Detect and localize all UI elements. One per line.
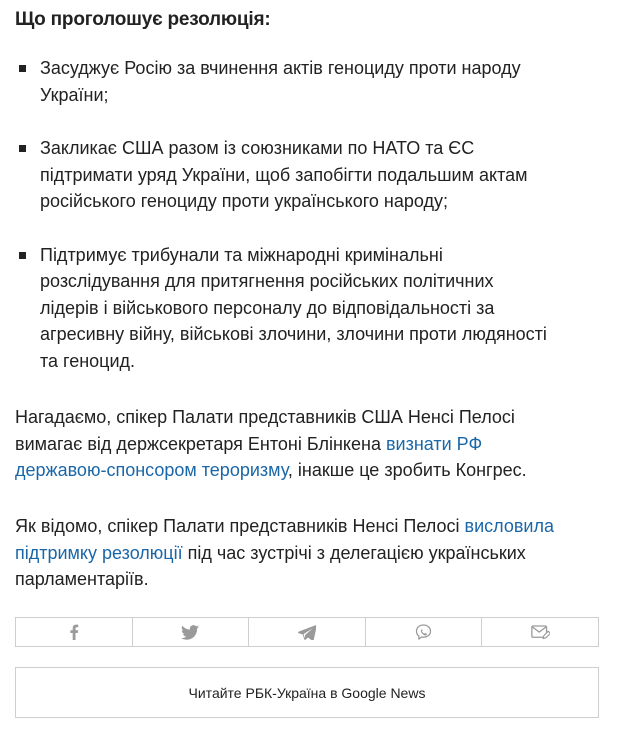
email-icon	[531, 625, 550, 640]
resolution-list	[15, 55, 605, 374]
share-email-button[interactable]	[481, 618, 598, 646]
share-bar	[15, 617, 599, 647]
google-news-button[interactable]: Читайте РБК-Україна в Google News	[15, 667, 599, 718]
resolution-support-link[interactable]: висловила підтримку резолюції	[15, 516, 554, 563]
share-viber-button[interactable]	[365, 618, 482, 646]
bullet-marker	[19, 252, 26, 259]
bullet-marker	[19, 145, 26, 152]
terrorism-sponsor-link[interactable]: визнати РФ державою-спонсором тероризму	[15, 433, 483, 480]
share-telegram-button[interactable]	[248, 618, 365, 646]
viber-icon	[415, 624, 432, 641]
twitter-icon	[181, 625, 199, 640]
section-heading: Що проголошує резолюція:	[15, 9, 271, 30]
paragraph-pelosi-demand: Нагадаємо, спікер Палати представників США Ненсі Пелосі вимагає від держсекретаря Ентоні Блінкена визнати РФ державою-спонсором тероризму, інакше це зробить Конгрес.	[15, 407, 527, 480]
list-item: Засуджує Росію за вчинення актів геноциду проти народу України;	[15, 55, 605, 108]
share-facebook-button[interactable]	[16, 618, 132, 646]
share-twitter-button[interactable]	[132, 618, 249, 646]
list-item: Підтримує трибунали та міжнародні кримінальні розслідування для притягнення російських політичних лідерів і військового персоналу до відповідальності за агресивну війну, військові злочини, злочини проти людяності та геноцид.	[15, 242, 605, 375]
bullet-marker	[19, 65, 26, 72]
telegram-icon	[298, 625, 316, 640]
list-item: Закликає США разом із союзниками по НАТО та ЄС підтримати уряд України, щоб запобігти подальшим актам російського геноциду проти українського народу;	[15, 135, 605, 215]
facebook-icon	[69, 624, 79, 640]
paragraph-pelosi-support: Як відомо, спікер Палати представників Ненсі Пелосі висловила підтримку резолюції під час зустрічі з делегацією українських парламентаріїв.	[15, 516, 554, 589]
